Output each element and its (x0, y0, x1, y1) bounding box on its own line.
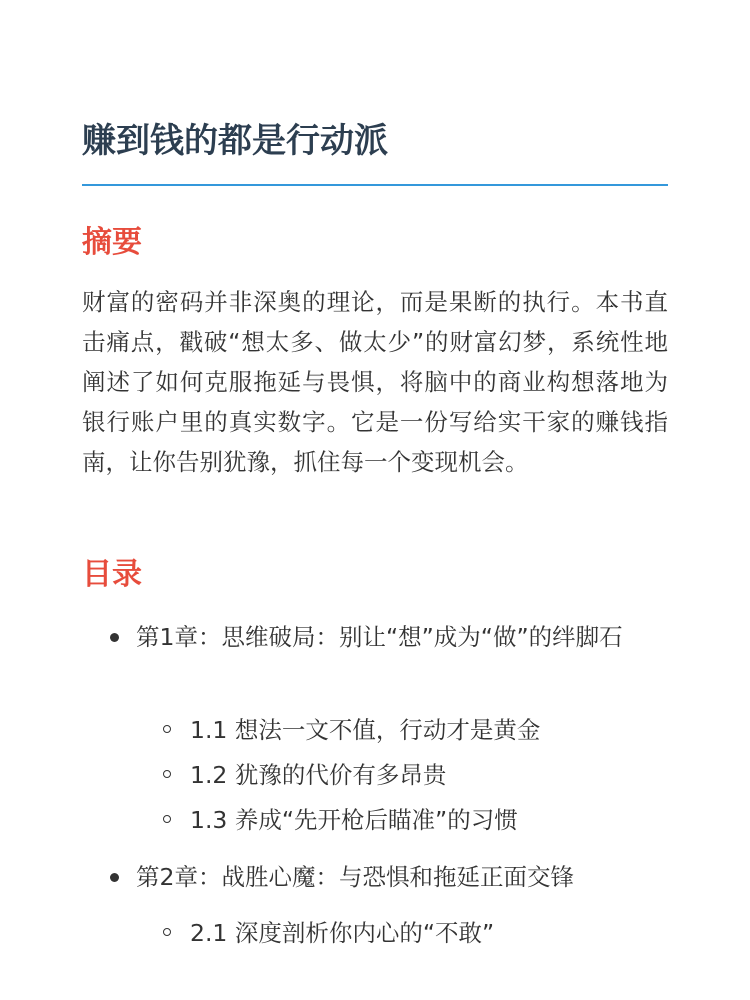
summary-text: 财富的密码并非深奥的理论，而是果断的执行。本书直击痛点，戳破“想太多、做太少”的财富幻梦，系统性地阐述了如何克服拖延与畏惧，将脑中的商业构想落地为银行账户里的真实数字。它是一份写给实干家的赚钱指南，让你告别犹豫，抓住每一个变现机会。 (82, 288, 668, 476)
toc-chapter-1 (82, 617, 668, 657)
toc-section-item (82, 753, 668, 798)
toc-section-item (82, 911, 668, 956)
section-label: 2.1 深度剖析你内心的“不敢” (190, 919, 495, 947)
toc-chapter-2 (82, 857, 668, 897)
toc-chapter-item (82, 617, 668, 657)
toc-heading: 目录 (82, 557, 142, 592)
bullet-circle-icon (163, 815, 171, 823)
toc-section-item (82, 708, 668, 753)
bullet-circle-icon (163, 928, 171, 936)
page-title: 赚到钱的都是行动派 (82, 121, 388, 161)
toc-chapter-1-sections (82, 708, 668, 843)
summary-heading: 摘要 (82, 225, 142, 260)
section-label: 1.2 犹豫的代价有多昂贵 (190, 761, 447, 789)
bullet-circle-icon (163, 770, 171, 778)
bullet-disc-icon (110, 633, 119, 642)
section-label: 1.3 养成“先开枪后瞄准”的习惯 (190, 806, 518, 834)
bullet-disc-icon (110, 873, 119, 882)
bullet-circle-icon (163, 725, 171, 733)
chapter-label: 第1章：思维破局：别让“想”成为“做”的绊脚石 (136, 623, 623, 651)
section-label: 1.1 想法一文不值，行动才是黄金 (190, 716, 541, 744)
toc-chapter-item (82, 857, 668, 897)
chapter-label: 第2章：战胜心魔：与恐惧和拖延正面交锋 (136, 863, 574, 891)
toc-chapter-2-sections (82, 911, 668, 956)
toc-section-item (82, 798, 668, 843)
title-divider (82, 184, 668, 186)
